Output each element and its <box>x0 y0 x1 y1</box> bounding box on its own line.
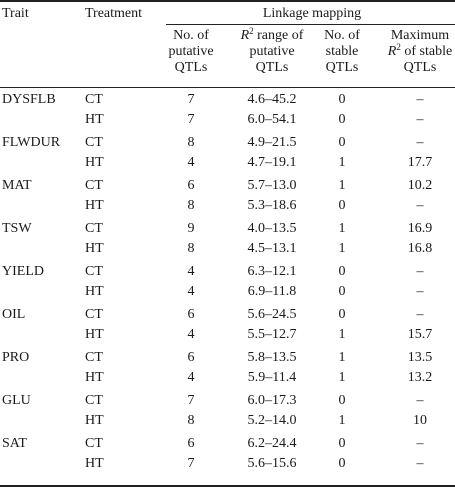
cell-r2-range: 6.2–24.4 <box>247 436 297 451</box>
header-trait: Trait <box>2 6 29 21</box>
cell-putative-count: 8 <box>187 413 195 428</box>
cell-stable-count: 1 <box>338 178 346 193</box>
header-no-putative-line2: putative <box>168 44 214 59</box>
cell-treatment: CT <box>85 307 103 322</box>
cell-trait: GLU <box>2 393 31 408</box>
cell-stable-count: 0 <box>338 92 346 107</box>
header-r2-range-line1: $R^2$ range of <box>240 26 304 43</box>
group-underline <box>166 24 455 25</box>
cell-putative-count: 7 <box>187 393 195 408</box>
cell-treatment: CT <box>85 393 103 408</box>
cell-trait: OIL <box>2 307 26 322</box>
cell-stable-count: 1 <box>338 327 346 342</box>
cell-putative-count: 4 <box>187 370 195 385</box>
cell-putative-count: 4 <box>187 155 195 170</box>
header-max-r2-line3: QTLs <box>403 60 437 75</box>
cell-max-r2: – <box>416 284 424 299</box>
cell-putative-count: 7 <box>187 456 195 471</box>
cell-putative-count: 4 <box>187 284 195 299</box>
cell-r2-range: 4.0–13.5 <box>247 221 297 236</box>
cell-max-r2: – <box>416 307 424 322</box>
cell-treatment: HT <box>85 284 104 299</box>
cell-trait: DYSFLB <box>2 92 56 107</box>
cell-stable-count: 1 <box>338 370 346 385</box>
cell-treatment: HT <box>85 456 104 471</box>
cell-stable-count: 0 <box>338 307 346 322</box>
cell-max-r2: 10.2 <box>407 178 433 193</box>
cell-max-r2: 13.5 <box>407 350 433 365</box>
cell-r2-range: 6.3–12.1 <box>247 264 297 279</box>
cell-stable-count: 0 <box>338 135 346 150</box>
cell-trait: YIELD <box>2 264 44 279</box>
header-r2-range-line3: QTLs <box>255 60 289 75</box>
header-no-stable-line2: stable <box>325 44 359 59</box>
cell-max-r2: – <box>416 436 424 451</box>
cell-putative-count: 6 <box>187 350 195 365</box>
cell-max-r2: – <box>416 135 424 150</box>
cell-r2-range: 5.6–24.5 <box>247 307 297 322</box>
cell-stable-count: 1 <box>338 241 346 256</box>
cell-max-r2: 17.7 <box>407 155 433 170</box>
cell-stable-count: 0 <box>338 198 346 213</box>
cell-treatment: CT <box>85 436 103 451</box>
cell-r2-range: 5.2–14.0 <box>247 413 297 428</box>
header-no-putative <box>168 28 213 76</box>
header-linkage-mapping: Linkage mapping <box>262 6 362 21</box>
cell-trait: MAT <box>2 178 32 193</box>
cell-treatment: HT <box>85 370 104 385</box>
cell-putative-count: 9 <box>187 221 195 236</box>
cell-max-r2: 15.7 <box>407 327 433 342</box>
header-no-stable <box>324 28 360 76</box>
cell-putative-count: 7 <box>187 92 195 107</box>
cell-putative-count: 6 <box>187 436 195 451</box>
cell-r2-range: 4.7–19.1 <box>247 155 297 170</box>
header-max-r2-line2: $R^2$ of stable <box>387 42 453 59</box>
cell-r2-range: 5.9–11.4 <box>247 370 297 385</box>
cell-trait: FLWDUR <box>2 135 61 150</box>
cell-treatment: CT <box>85 350 103 365</box>
cell-treatment: HT <box>85 327 104 342</box>
cell-max-r2: 10 <box>413 413 427 428</box>
header-bottom-rule <box>0 87 455 88</box>
cell-max-r2: – <box>416 393 424 408</box>
cell-treatment: HT <box>85 241 104 256</box>
cell-trait: SAT <box>2 436 27 451</box>
cell-stable-count: 0 <box>338 393 346 408</box>
header-max-r2 <box>388 28 452 76</box>
cell-putative-count: 8 <box>187 241 195 256</box>
cell-r2-range: 5.7–13.0 <box>247 178 297 193</box>
cell-putative-count: 4 <box>187 327 195 342</box>
cell-treatment: CT <box>85 178 103 193</box>
cell-treatment: CT <box>85 92 103 107</box>
cell-putative-count: 7 <box>187 112 195 127</box>
cell-r2-range: 5.5–12.7 <box>247 327 297 342</box>
cell-max-r2: – <box>416 92 424 107</box>
cell-putative-count: 8 <box>187 198 195 213</box>
cell-r2-range: 4.5–13.1 <box>247 241 297 256</box>
cell-max-r2: – <box>416 456 424 471</box>
cell-r2-range: 6.0–54.1 <box>247 112 297 127</box>
cell-treatment: CT <box>85 221 103 236</box>
header-treatment: Treatment <box>85 6 143 21</box>
top-rule <box>0 0 455 2</box>
cell-r2-range: 5.6–15.6 <box>247 456 297 471</box>
cell-r2-range: 6.9–11.8 <box>247 284 297 299</box>
header-no-stable-line3: QTLs <box>325 60 359 75</box>
header-no-stable-line1: No. of <box>324 28 360 43</box>
cell-treatment: HT <box>85 155 104 170</box>
cell-stable-count: 1 <box>338 221 346 236</box>
cell-stable-count: 0 <box>338 456 346 471</box>
header-no-putative-line1: No. of <box>173 28 209 43</box>
bottom-rule <box>0 485 455 487</box>
cell-putative-count: 6 <box>187 178 195 193</box>
cell-max-r2: 13.2 <box>407 370 433 385</box>
cell-stable-count: 1 <box>338 350 346 365</box>
cell-stable-count: 1 <box>338 413 346 428</box>
cell-r2-range: 4.6–45.2 <box>247 92 297 107</box>
cell-treatment: CT <box>85 264 103 279</box>
header-no-putative-line3: QTLs <box>174 60 208 75</box>
header-max-r2-line1: Maximum <box>390 28 450 43</box>
cell-max-r2: – <box>416 112 424 127</box>
cell-max-r2: 16.8 <box>407 241 433 256</box>
header-r2-range <box>241 28 304 76</box>
cell-r2-range: 5.3–18.6 <box>247 198 297 213</box>
header-r2-range-line2: putative <box>249 44 295 59</box>
cell-trait: PRO <box>2 350 30 365</box>
cell-stable-count: 0 <box>338 436 346 451</box>
cell-putative-count: 8 <box>187 135 195 150</box>
cell-r2-range: 5.8–13.5 <box>247 350 297 365</box>
cell-r2-range: 4.9–21.5 <box>247 135 297 150</box>
cell-stable-count: 0 <box>338 112 346 127</box>
cell-trait: TSW <box>2 221 32 236</box>
cell-max-r2: – <box>416 198 424 213</box>
cell-treatment: CT <box>85 135 103 150</box>
cell-max-r2: – <box>416 264 424 279</box>
cell-treatment: HT <box>85 413 104 428</box>
cell-max-r2: 16.9 <box>407 221 433 236</box>
cell-stable-count: 0 <box>338 284 346 299</box>
cell-stable-count: 1 <box>338 155 346 170</box>
cell-putative-count: 6 <box>187 307 195 322</box>
cell-stable-count: 0 <box>338 264 346 279</box>
cell-treatment: HT <box>85 198 104 213</box>
cell-putative-count: 4 <box>187 264 195 279</box>
cell-treatment: HT <box>85 112 104 127</box>
cell-r2-range: 6.0–17.3 <box>247 393 297 408</box>
